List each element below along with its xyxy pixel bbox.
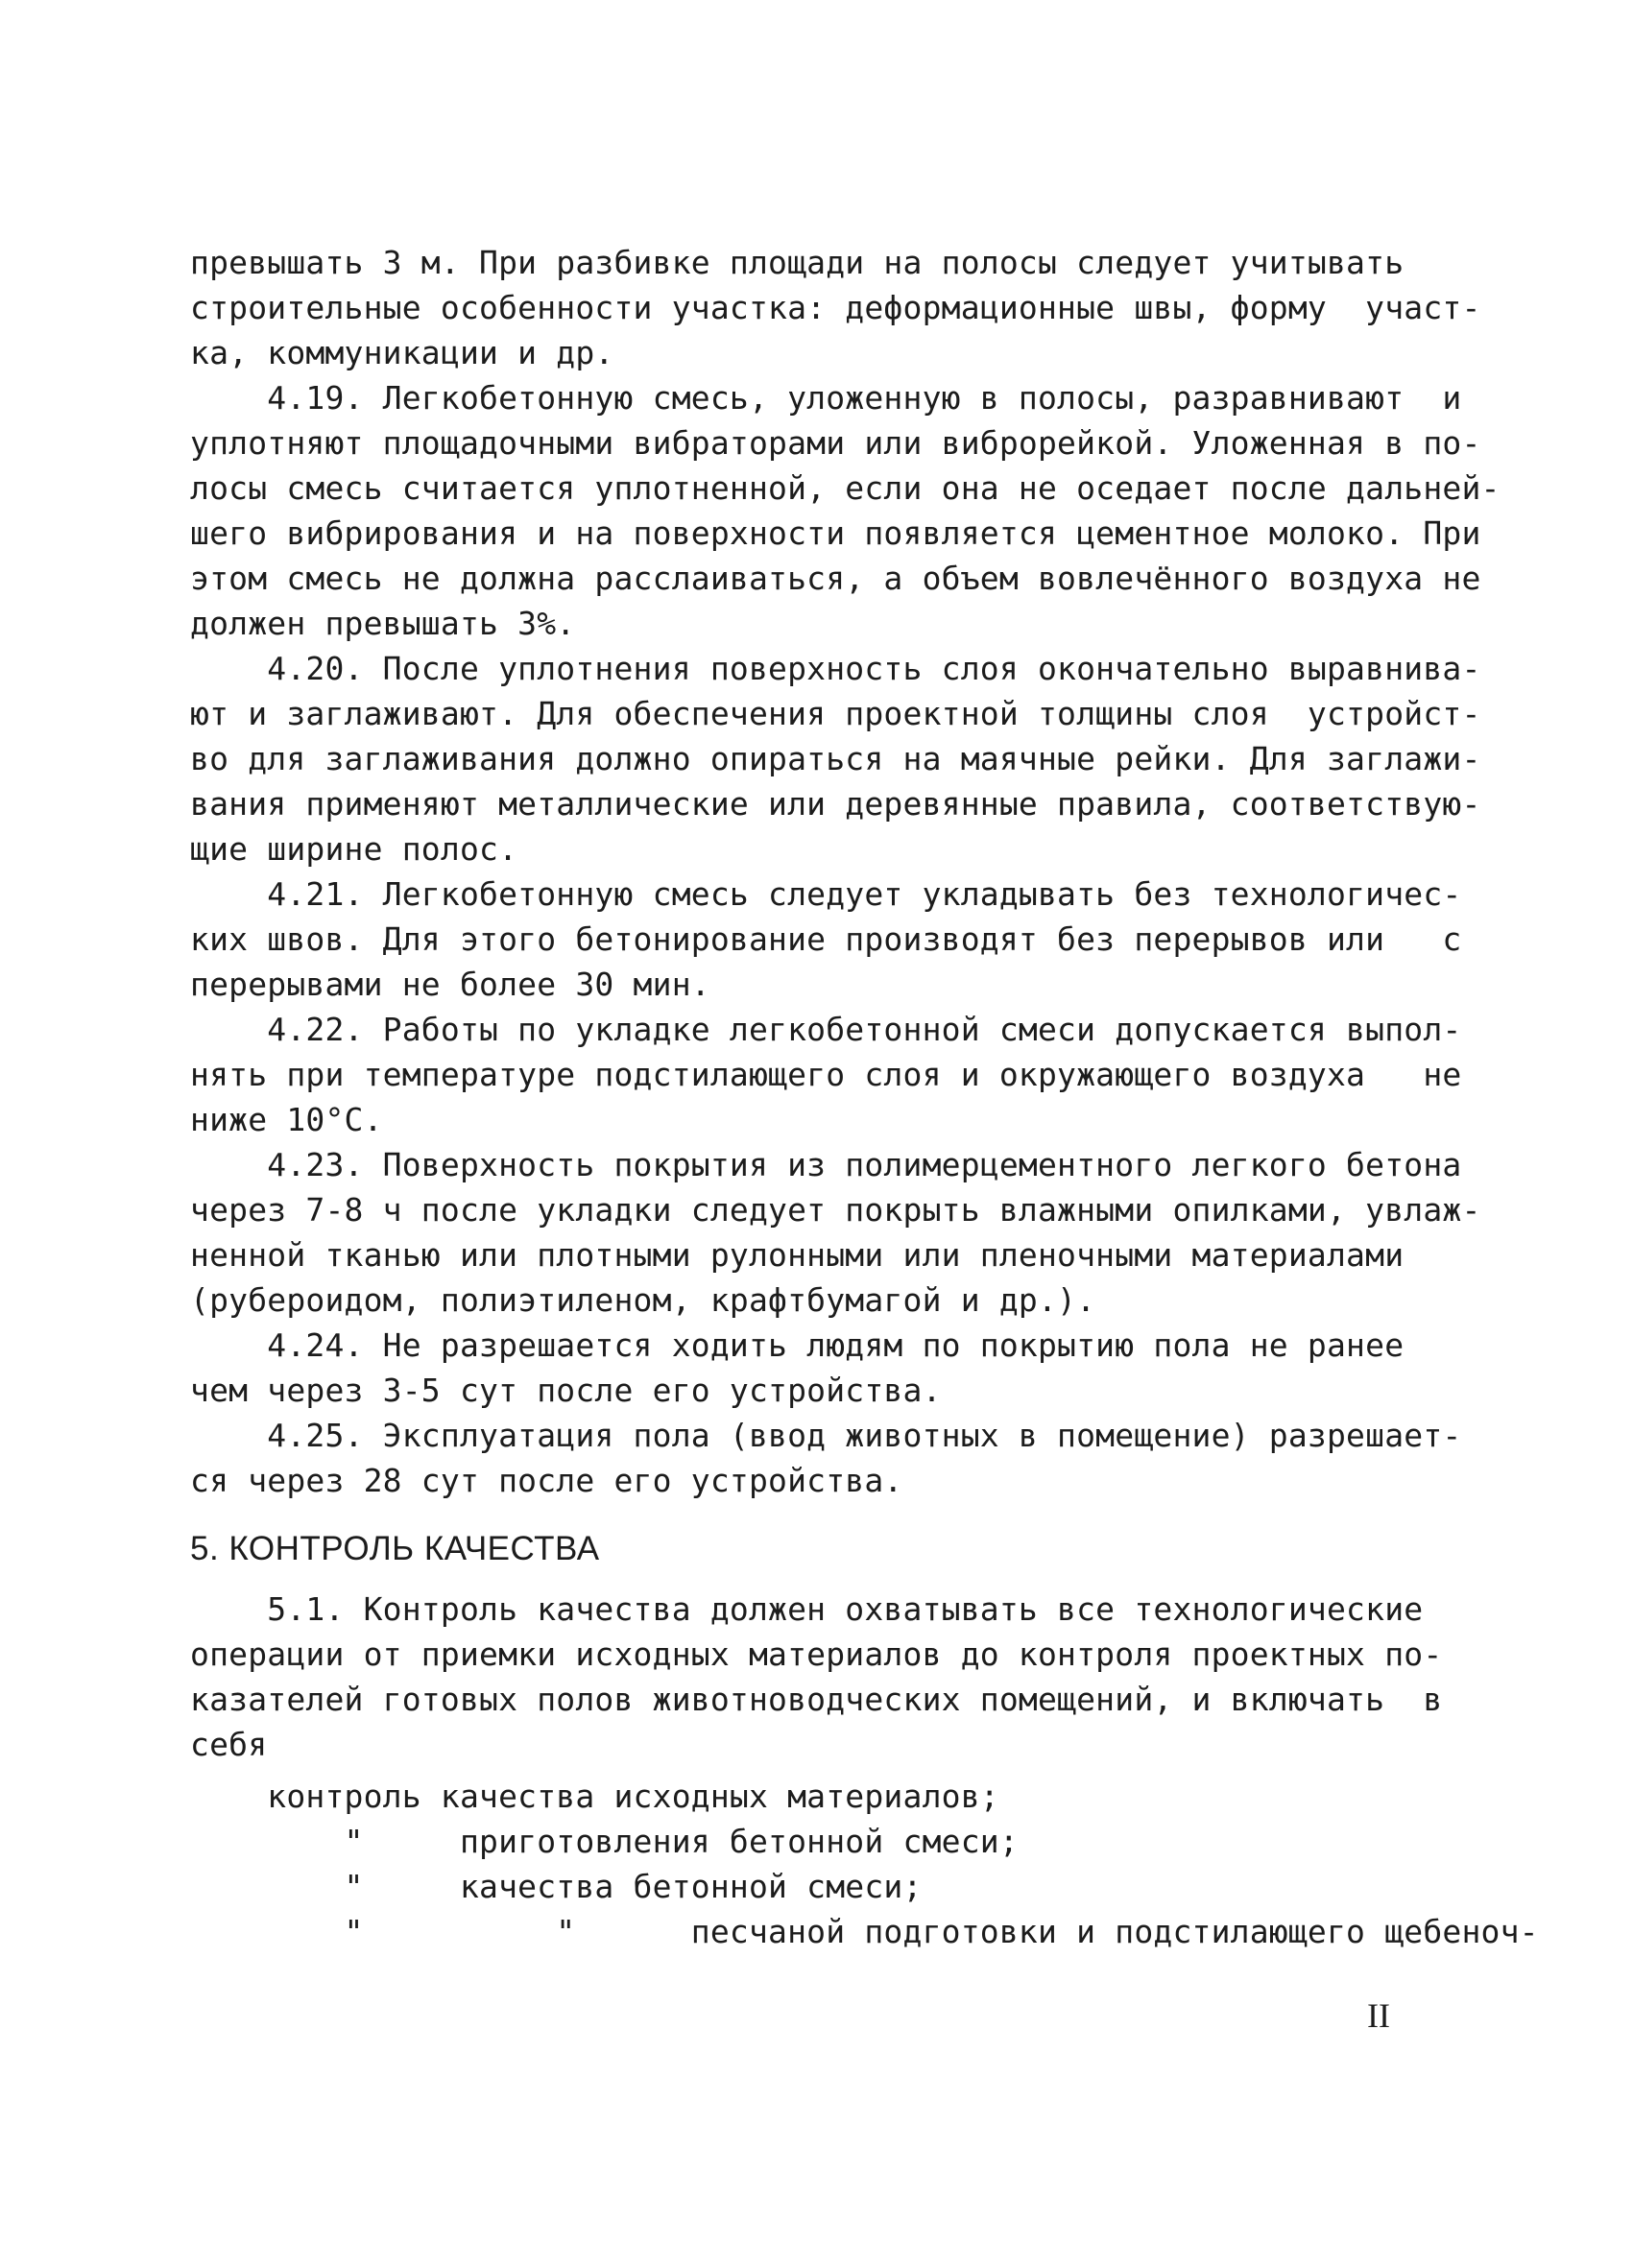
text-line: вания применяют металлические или деревянные правила, соответствую- bbox=[190, 785, 1481, 823]
list-item: контроль качества исходных материалов; bbox=[190, 1778, 999, 1815]
text-line: этом смесь не должна расслаиваться, а объем вовлечённого воздуха не bbox=[190, 560, 1481, 597]
text-line: 5.1. Контроль качества должен охватывать все технологические bbox=[190, 1590, 1424, 1628]
text-line: превышать 3 м. При разбивке площади на полосы следует учитывать bbox=[190, 244, 1405, 281]
text-line: 4.23. Поверхность покрытия из полимерцементного легкого бетона bbox=[190, 1146, 1462, 1183]
text-line: казателей готовых полов животноводческих помещений, и включать в bbox=[190, 1681, 1443, 1718]
text-line: (рубероидом, полиэтиленом, крафтбумагой и др.). bbox=[190, 1281, 1096, 1319]
list-item: " " песчаной подготовки и подстилающего щебеноч- bbox=[190, 1913, 1539, 1950]
page-number: II bbox=[1367, 1996, 1390, 2035]
text-line: шего вибрирования и на поверхности появляется цементное молоко. При bbox=[190, 514, 1481, 552]
text-line: щие ширине полос. bbox=[190, 830, 518, 868]
text-line: во для заглаживания должно опираться на маячные рейки. Для заглажи- bbox=[190, 740, 1481, 777]
text-line: 4.21. Легкобетонную смесь следует укладывать без технологичес- bbox=[190, 875, 1462, 913]
text-line: ниже 10°С. bbox=[190, 1101, 383, 1138]
text-line: уплотняют площадочными вибраторами или виброрейкой. Уложенная в по- bbox=[190, 424, 1481, 462]
section-heading: 5. КОНТРОЛЬ КАЧЕСТВА bbox=[190, 1530, 600, 1567]
text-line: 4.19. Легкобетонную смесь, уложенную в полосы, разравнивают и bbox=[190, 379, 1462, 417]
text-line: ненной тканью или плотными рулонными или пленочными материалами bbox=[190, 1236, 1405, 1274]
text-line: 4.22. Работы по укладке легкобетонной смеси допускается выпол- bbox=[190, 1011, 1462, 1048]
text-line: 4.20. После уплотнения поверхность слоя окончательно выравнива- bbox=[190, 650, 1481, 687]
text-line: строительные особенности участка: деформационные швы, форму участ- bbox=[190, 289, 1481, 326]
list-item: " качества бетонной смеси; bbox=[190, 1868, 923, 1905]
text-line: должен превышать 3%. bbox=[190, 605, 576, 642]
text-line: ких швов. Для этого бетонирование производят без перерывов или с bbox=[190, 920, 1462, 958]
text-line: ка, коммуникации и др. bbox=[190, 334, 614, 371]
text-line: лосы смесь считается уплотненной, если она не оседает после дальней- bbox=[190, 469, 1501, 507]
text-line: перерывами не более 30 мин. bbox=[190, 966, 710, 1003]
text-line: нять при температуре подстилающего слоя и окружающего воздуха не bbox=[190, 1056, 1462, 1093]
text-line: ют и заглаживают. Для обеспечения проектной толщины слоя устройст- bbox=[190, 695, 1481, 732]
text-line: чем через 3-5 сут после его устройства. bbox=[190, 1372, 942, 1409]
text-line: себя bbox=[190, 1726, 268, 1763]
text-line: 4.24. Не разрешается ходить людям по покрытию пола не ранее bbox=[190, 1326, 1405, 1364]
text-line: операции от приемки исходных материалов до контроля проектных по- bbox=[190, 1635, 1443, 1673]
text-line: через 7-8 ч после укладки следует покрыть влажными опилками, увлаж- bbox=[190, 1191, 1481, 1229]
text-line: 4.25. Эксплуатация пола (ввод животных в помещение) разрешает- bbox=[190, 1417, 1462, 1454]
text-line: ся через 28 сут после его устройства. bbox=[190, 1462, 903, 1499]
list-item: " приготовления бетонной смеси; bbox=[190, 1823, 1019, 1860]
